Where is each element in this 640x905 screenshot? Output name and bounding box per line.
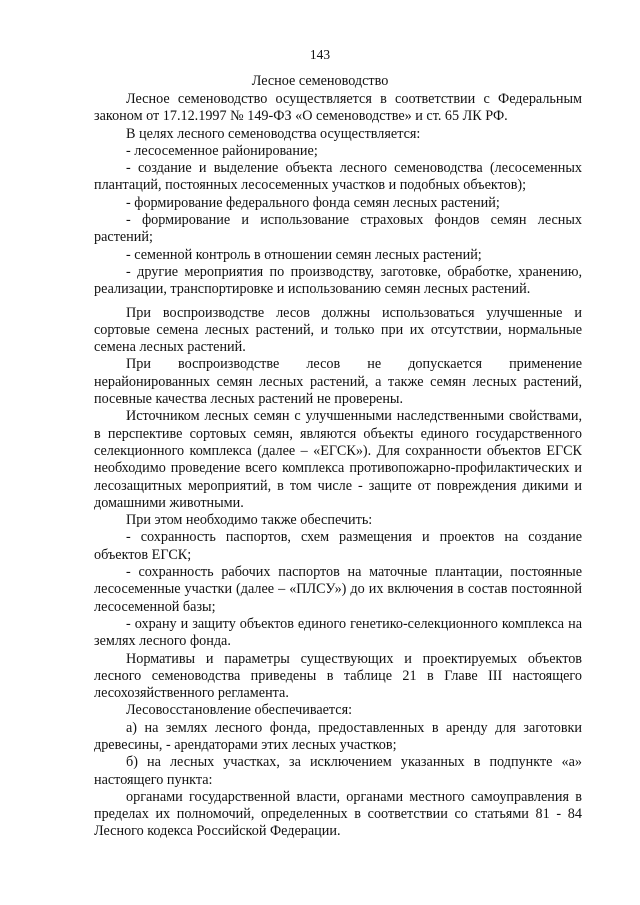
paragraph-improved-seeds: При воспроизводстве лесов должны использоваться улучшенные и сортовые семена лесных растений, и только при их отсутствии, нормальные семена лесных растений.: [94, 304, 582, 356]
paragraph-egsk: Источником лесных семян с улучшенными наследственными свойствами, в перспективе сортовых семян, являются объекты единого государственного селекционного комплекса (далее – «ЕГСК»). Для сохранности объектов ЕГСК необходимо проведение всего комплекса противопожарно-профилактических и лесозащитных мероприятий, в том числе - защите от повреждения дикими и домашними животными.: [94, 408, 582, 511]
list-item-protection: - охрану и защиту объектов единого генетико-селекционного комплекса на землях лесного фонда.: [94, 615, 582, 650]
paragraph-ensure-intro: При этом необходимо также обеспечить:: [126, 512, 373, 529]
paragraph-reforestation-intro: Лесовосстановление обеспечивается:: [126, 702, 353, 719]
page-number: 143: [309, 47, 331, 62]
paragraph-legal-basis: Лесное семеноводство осуществляется в соответствии с Федеральным законом от 17.12.1997 № 149-ФЗ «О семеноводстве» и ст. 65 ЛК РФ.: [94, 91, 582, 125]
list-item-zoning: - лесосеменное районирование;: [126, 142, 318, 159]
list-item-federal-fund: - формирование федерального фонда семян лесных растений;: [126, 194, 500, 211]
document-body: [94, 91, 582, 841]
list-item-subpoint-b: б) на лесных участках, за исключением указанных в подпункте «а» настоящего пункта:: [94, 754, 582, 788]
list-item-insurance-funds: - формирование и использование страховых фондов семян лесных растений;: [94, 212, 582, 246]
section-title: Лесное семеноводство: [251, 73, 389, 89]
list-item-passports: - сохранность паспортов, схем размещения и проектов на создание объектов ЕГСК;: [94, 529, 582, 563]
list-item-subpoint-a: а) на землях лесного фонда, предоставленных в аренду для заготовки древесины, - арендаторами этих лесных участков;: [94, 719, 582, 753]
list-item-working-passports: - сохранность рабочих паспортов на маточные плантации, постоянные лесосеменные участки (далее – «ПЛСУ») до их включения в состав постоянной лесосеменной базы;: [94, 564, 582, 615]
list-item-other-measures: - другие мероприятия по производству, заготовке, обработке, хранению, реализации, транспортировке и использованию семян лесных растений.: [94, 263, 582, 298]
paragraph-authorities: органами государственной власти, органами местного самоуправления в пределах их полномочий, определенных в соответствии со статьями 81 - 84 Лесного кодекса Российской Федерации.: [94, 788, 582, 840]
paragraph-norms: Нормативы и параметры существующих и проектируемых объектов лесного семеноводства приведены в таблице 21 в Главе III настоящего лесохозяйственного регламента.: [94, 650, 582, 702]
list-item-seed-control: - семенной контроль в отношении семян лесных растений;: [126, 246, 482, 263]
list-item-creation: - создание и выделение объекта лесного семеноводства (лесосеменных плантаций, постоянных лесосеменных участков и подобных объектов);: [94, 160, 582, 194]
paragraph-prohibition: При воспроизводстве лесов не допускается применение нерайонированных семян лесных растений, а также семян лесных растений, посевные качества лесных растений не проверены.: [94, 356, 582, 408]
paragraph-purposes-intro: В целях лесного семеноводства осуществляется:: [126, 125, 421, 142]
